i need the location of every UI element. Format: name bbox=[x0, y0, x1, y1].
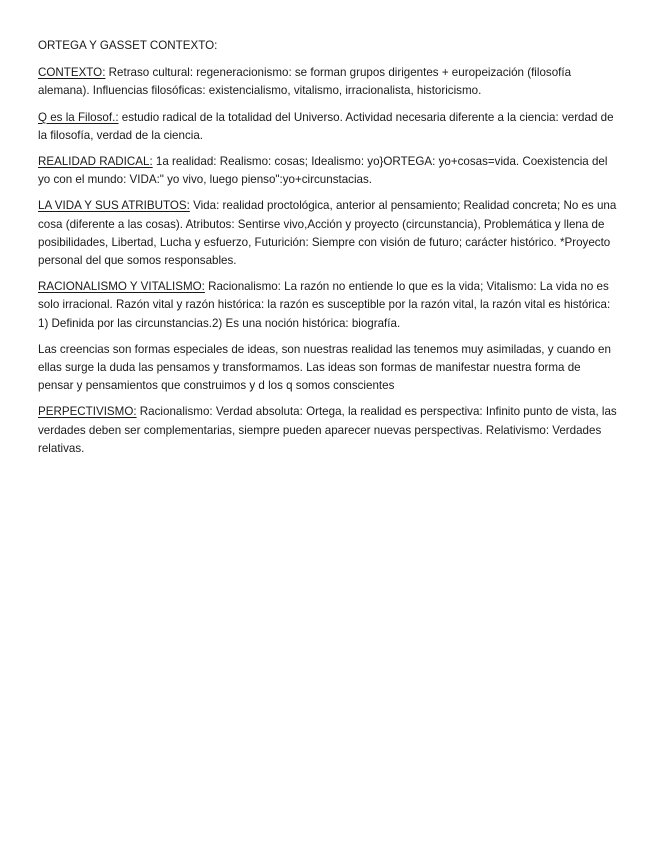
section-heading: PERPECTIVISMO: bbox=[38, 405, 137, 419]
section-heading: LA VIDA Y SUS ATRIBUTOS: bbox=[38, 199, 190, 213]
section-creencias bbox=[38, 341, 618, 396]
section-vida-atributos bbox=[38, 197, 618, 270]
section-text: Las creencias son formas especiales de ideas, son nuestras realidad las tenemos muy asimiladas, y cuando en ellas surge la duda las pensamos y transformamos. Las ideas son formas de manifestar nuestra forma de pensar y pensamientos que construimos y d los q somos conscientes bbox=[38, 342, 611, 393]
section-racionalismo-vitalismo bbox=[38, 278, 618, 333]
section-heading: Q es la Filosof.: bbox=[38, 110, 119, 124]
section-text: Retraso cultural: regeneracionismo: se forman grupos dirigentes + europeización (filosofía alemana). Influencias filosóficas: existencialismo, vitalismo, irracionalista, historicismo. bbox=[38, 66, 572, 98]
section-realidad-radical bbox=[38, 153, 618, 189]
section-heading: REALIDAD RADICAL: bbox=[38, 155, 153, 169]
section-contexto bbox=[38, 64, 618, 100]
document-page bbox=[38, 37, 618, 466]
section-text: estudio radical de la totalidad del Universo. Actividad necesaria diferente a la ciencia: verdad de la filosofía, verdad de la ciencia. bbox=[38, 110, 614, 142]
section-text: 1a realidad: Realismo: cosas; Idealismo: yo}ORTEGA: yo+cosas=vida. Coexistencia del yo con el mundo: VIDA:" yo vivo, luego pienso":yo+circunstacias. bbox=[38, 155, 608, 187]
section-perspectivismo bbox=[38, 403, 618, 458]
section-text: Vida: realidad proctológica, anterior al pensamiento; Realidad concreta; No es una cosa (diferente a las cosas). Atributos: Sentirse vivo,Acción y proyecto (circunstancia), Problemática y llena de posibilidades, Libertad, Lucha y esfuerzo, Futurición: Siempre con visión de futuro; carácter histórico. *Proyecto personal del que somos responsables. bbox=[38, 199, 617, 268]
section-text: Racionalismo: La razón no entiende lo que es la vida; Vitalismo: La vida no es solo irracional. Razón vital y razón histórica: la razón es susceptible por la razón vital, la razón vital es histórica: 1) Definida por las circunstancias.2) Es una noción histórica: biografía. bbox=[38, 280, 611, 330]
section-text: Racionalismo: Verdad absoluta: Ortega, la realidad es perspectiva: Infinito punto de vista, las verdades deben ser complementarias, siempre pueden aparecer nuevas perspectivas. Relativismo: Verdades relativas. bbox=[38, 405, 617, 455]
section-que-es-filosofia bbox=[38, 109, 618, 145]
section-heading: RACIONALISMO Y VITALISMO: bbox=[38, 280, 205, 294]
document-title: ORTEGA Y GASSET CONTEXTO: bbox=[38, 39, 218, 52]
section-heading: CONTEXTO: bbox=[38, 66, 106, 80]
